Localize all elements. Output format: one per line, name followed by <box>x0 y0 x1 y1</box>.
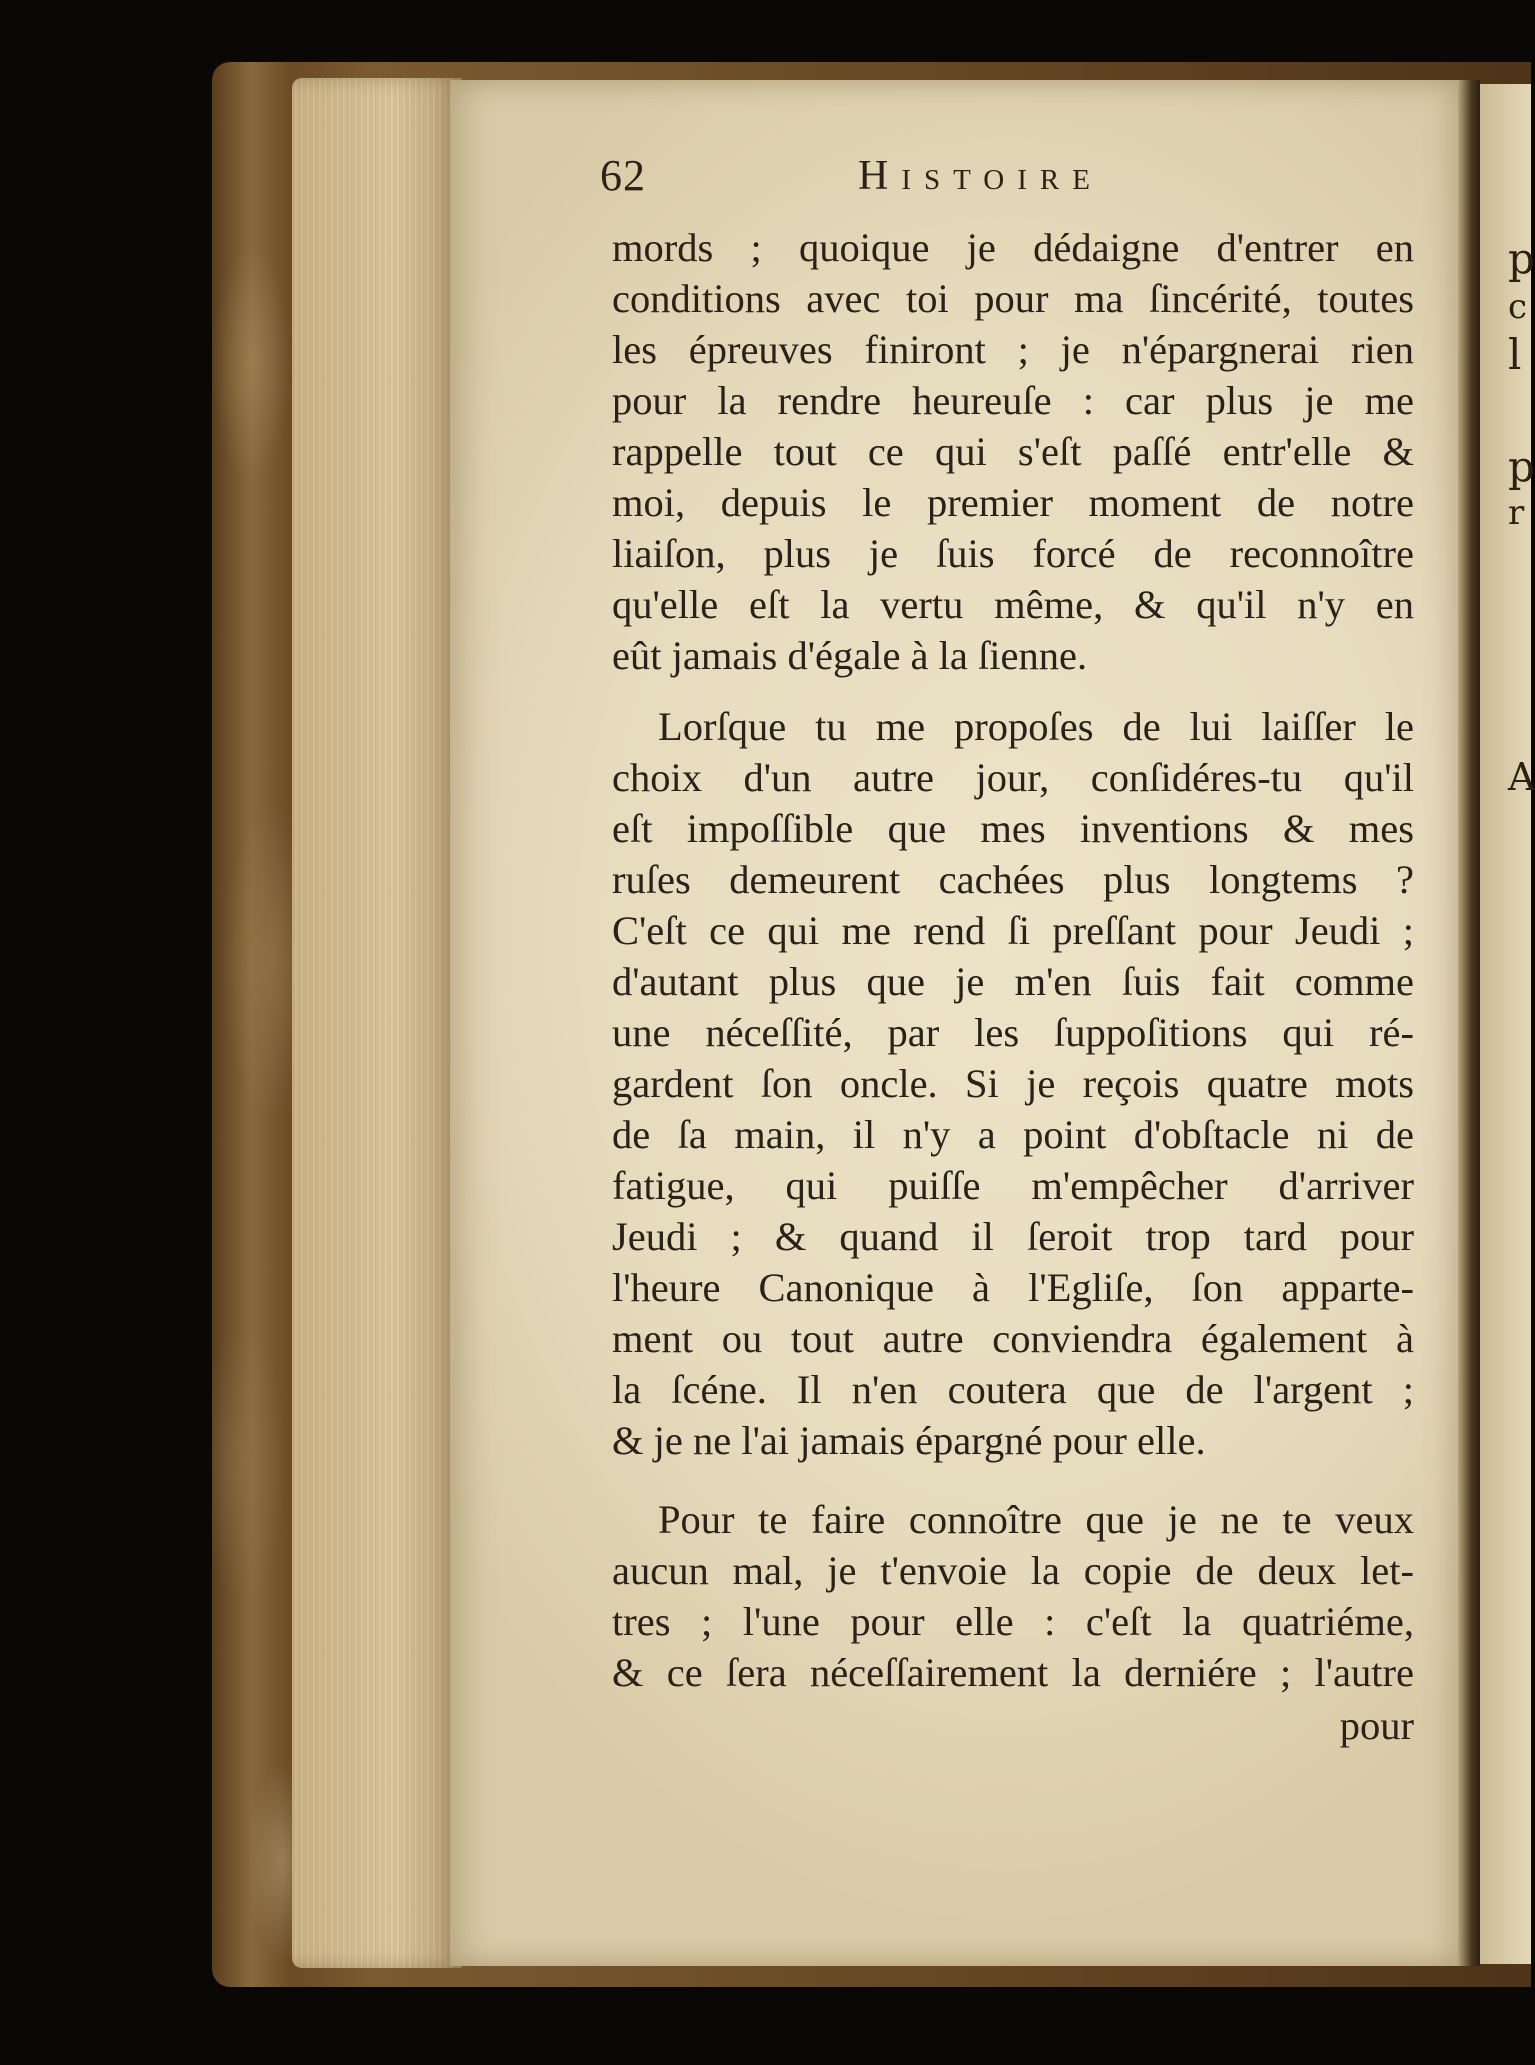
text-line: conditions avec toi pour ma ſincérité, toutes <box>612 276 1414 321</box>
text-line: rappelle tout ce qui s'eſt paſſé entr'elle & <box>612 429 1414 474</box>
text-line: fatigue, qui puiſſe m'empêcher d'arriver <box>612 1163 1414 1208</box>
facing-page-glyph: c <box>1508 287 1528 327</box>
facing-page-glyph: p <box>1508 234 1535 283</box>
text-line: ruſes demeurent cachées plus longtems ? <box>612 857 1414 902</box>
text-line: ment ou tout autre conviendra également à <box>612 1316 1414 1361</box>
book-gutter <box>1458 80 1480 1966</box>
text-line: de ſa main, il n'y a point d'obſtacle ni de <box>612 1112 1414 1157</box>
text-line: & je ne l'ai jamais épargné pour elle. <box>612 1418 1206 1463</box>
text-line: Pour te faire connoître que je ne te veux <box>658 1497 1414 1542</box>
text-line: une néceſſité, par les ſuppoſitions qui ré- <box>612 1010 1414 1055</box>
page-edges-shade <box>292 78 462 1968</box>
facing-page-glyph: r <box>1508 493 1525 533</box>
text-line: la ſcéne. Il n'en coutera que de l'argent ; <box>612 1367 1414 1412</box>
text-line: gardent ſon oncle. Si je reçois quatre mots <box>612 1061 1414 1106</box>
text-line: & ce ſera néceſſairement la derniére ; l'autre <box>612 1650 1414 1695</box>
text-line: liaiſon, plus je ſuis forcé de reconnoître <box>612 531 1414 576</box>
text-line: choix d'un autre jour, conſidéres-tu qu'il <box>612 755 1414 800</box>
text-line: mords ; quoique je dédaigne d'entrer en <box>612 225 1414 270</box>
paragraph <box>612 1494 1414 1698</box>
text-line: tres ; l'une pour elle : c'eſt la quatriéme, <box>612 1599 1414 1644</box>
text-line: eſt impoſſible que mes inventions & mes <box>612 806 1414 851</box>
catchword: pour <box>1339 1703 1414 1748</box>
text-line: aucun mal, je t'envoie la copie de deux let- <box>612 1548 1414 1593</box>
text-line: pour la rendre heureuſe : car plus je me <box>612 378 1414 423</box>
text-line: les épreuves finiront ; je n'épargnerai rien <box>612 327 1414 372</box>
text-line: qu'elle eſt la vertu même, & qu'il n'y en <box>612 582 1414 627</box>
text-line: Lorſque tu me propoſes de lui laiſſer le <box>658 704 1414 749</box>
text-line: C'eſt ce qui me rend ſi preſſant pour Jeudi ; <box>612 908 1414 953</box>
facing-page-glyph: p <box>1508 442 1535 491</box>
paragraph <box>612 701 1414 1466</box>
page-number: 62 <box>600 151 646 200</box>
facing-page <box>1480 84 1531 1964</box>
text-line: Jeudi ; & quand il ſeroit trop tard pour <box>612 1214 1414 1259</box>
text-line: d'autant plus que je m'en ſuis fait comme <box>612 959 1414 1004</box>
text-line: eût jamais d'égale à la ſienne. <box>612 633 1088 678</box>
facing-page-glyph: A <box>1508 755 1535 799</box>
body-text <box>612 222 1414 1751</box>
text-line: l'heure Canonique à l'Egliſe, ſon apparte- <box>612 1265 1414 1310</box>
text-line: moi, depuis le premier moment de notre <box>612 480 1414 525</box>
page-title: Histoire <box>858 153 1103 199</box>
facing-page-glyph: l <box>1508 330 1522 379</box>
paragraph <box>612 222 1414 681</box>
